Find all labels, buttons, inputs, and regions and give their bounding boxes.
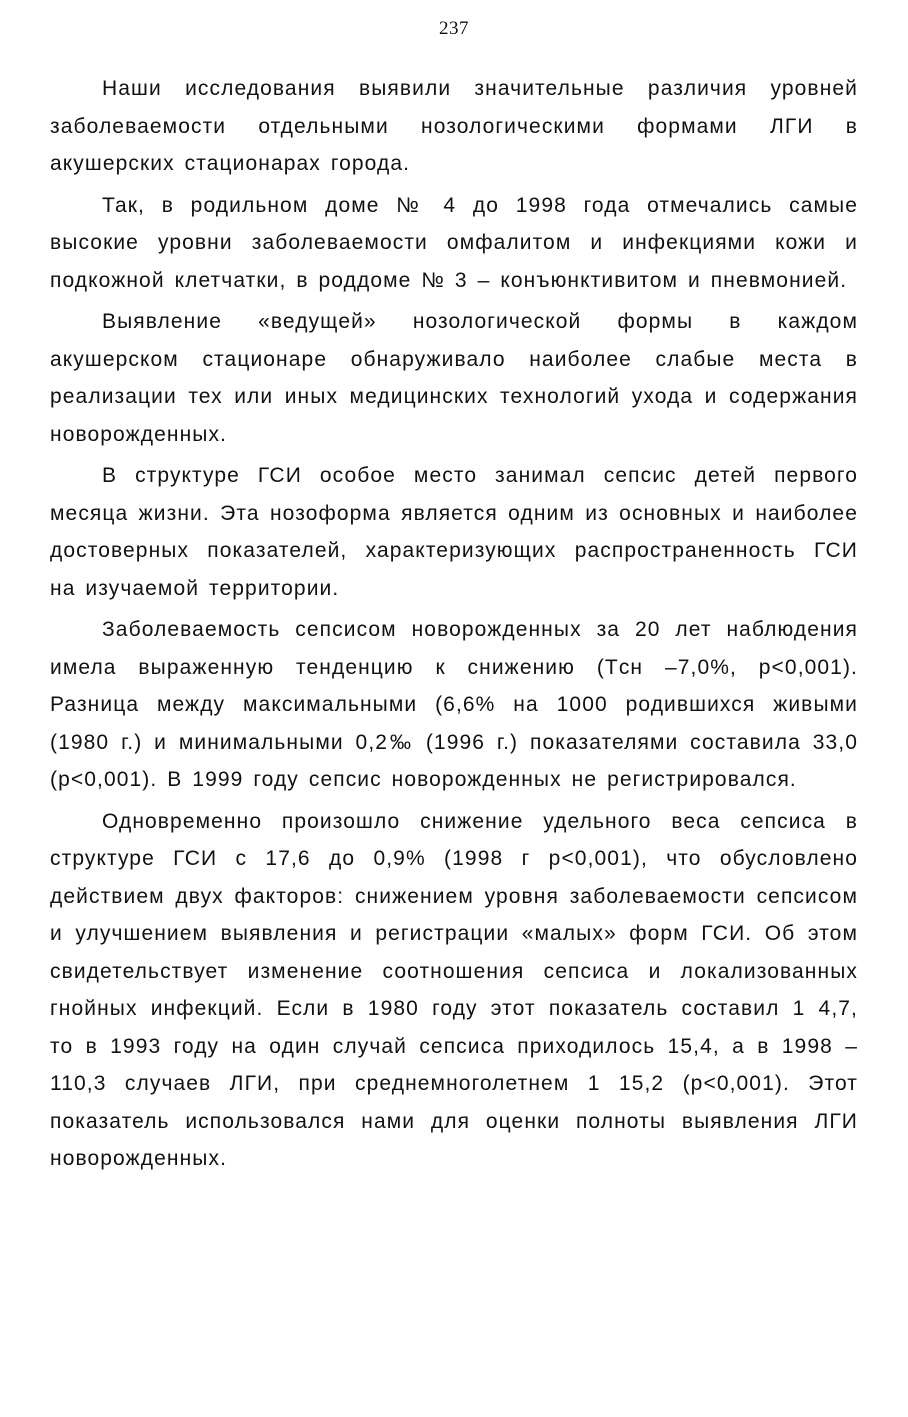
paragraph-2: Так, в родильном доме № 4 до 1998 года отмечались самые высокие уровни заболеваемости омфалитом и инфекциями кожи и подкожной клетчатки, в роддоме № 3 – конъюнктивитом и пневмонией. [50,193,858,292]
paragraph-4: В структуре ГСИ особое место занимал сепсис детей первого месяца жизни. Эта нозоформа является одним из основных и наиболее достоверных показателей, характеризующих распространенность ГСИ на изучаемой территории. [50,464,858,600]
body-text [50,70,858,1182]
paragraph-3: Выявление «ведущей» нозологической формы в каждом акушерском стационаре обнаруживало наиболее слабые места в реализации тех или иных медицинских технологий ухода и содержания новорожденных. [50,310,858,446]
page-number: 237 [439,18,469,39]
paragraph-5: Заболеваемость сепсисом новорожденных за 20 лет наблюдения имела выраженную тенденцию к снижению (Tсн –7,0%, p<0,001). Разница между максимальными (6,6% на 1000 родившихся живыми (1980 г.) и минимальными 0,2‰ (1996 г.) показателями составила 33,0 (p<0,001). В 1999 году сепсис новорожденных не регистрировался. [50,618,858,791]
paragraph-6: Одновременно произошло снижение удельного веса сепсиса в структуре ГСИ с 17,6 до 0,9% (1998 г p<0,001), что обусловлено действием двух факторов: снижением уровня заболеваемости сепсисом и улучшением выявления и регистрации «малых» форм ГСИ. Об этом свидетельствует изменение соотношения сепсиса и локализованных гнойных инфекций. Если в 1980 году этот показатель составил 1 4,7, то в 1993 году на один случай сепсиса приходилось 15,4, а в 1998 – 110,3 случаев ЛГИ, при среднемноголетнем 1 15,2 (p<0,001). Этот показатель использовался нами для оценки полноты выявления ЛГИ новорожденных. [50,809,858,1170]
paragraph-1: Наши исследования выявили значительные различия уровней заболеваемости отдельными нозологическими формами ЛГИ в акушерских стационарах города. [50,77,858,175]
